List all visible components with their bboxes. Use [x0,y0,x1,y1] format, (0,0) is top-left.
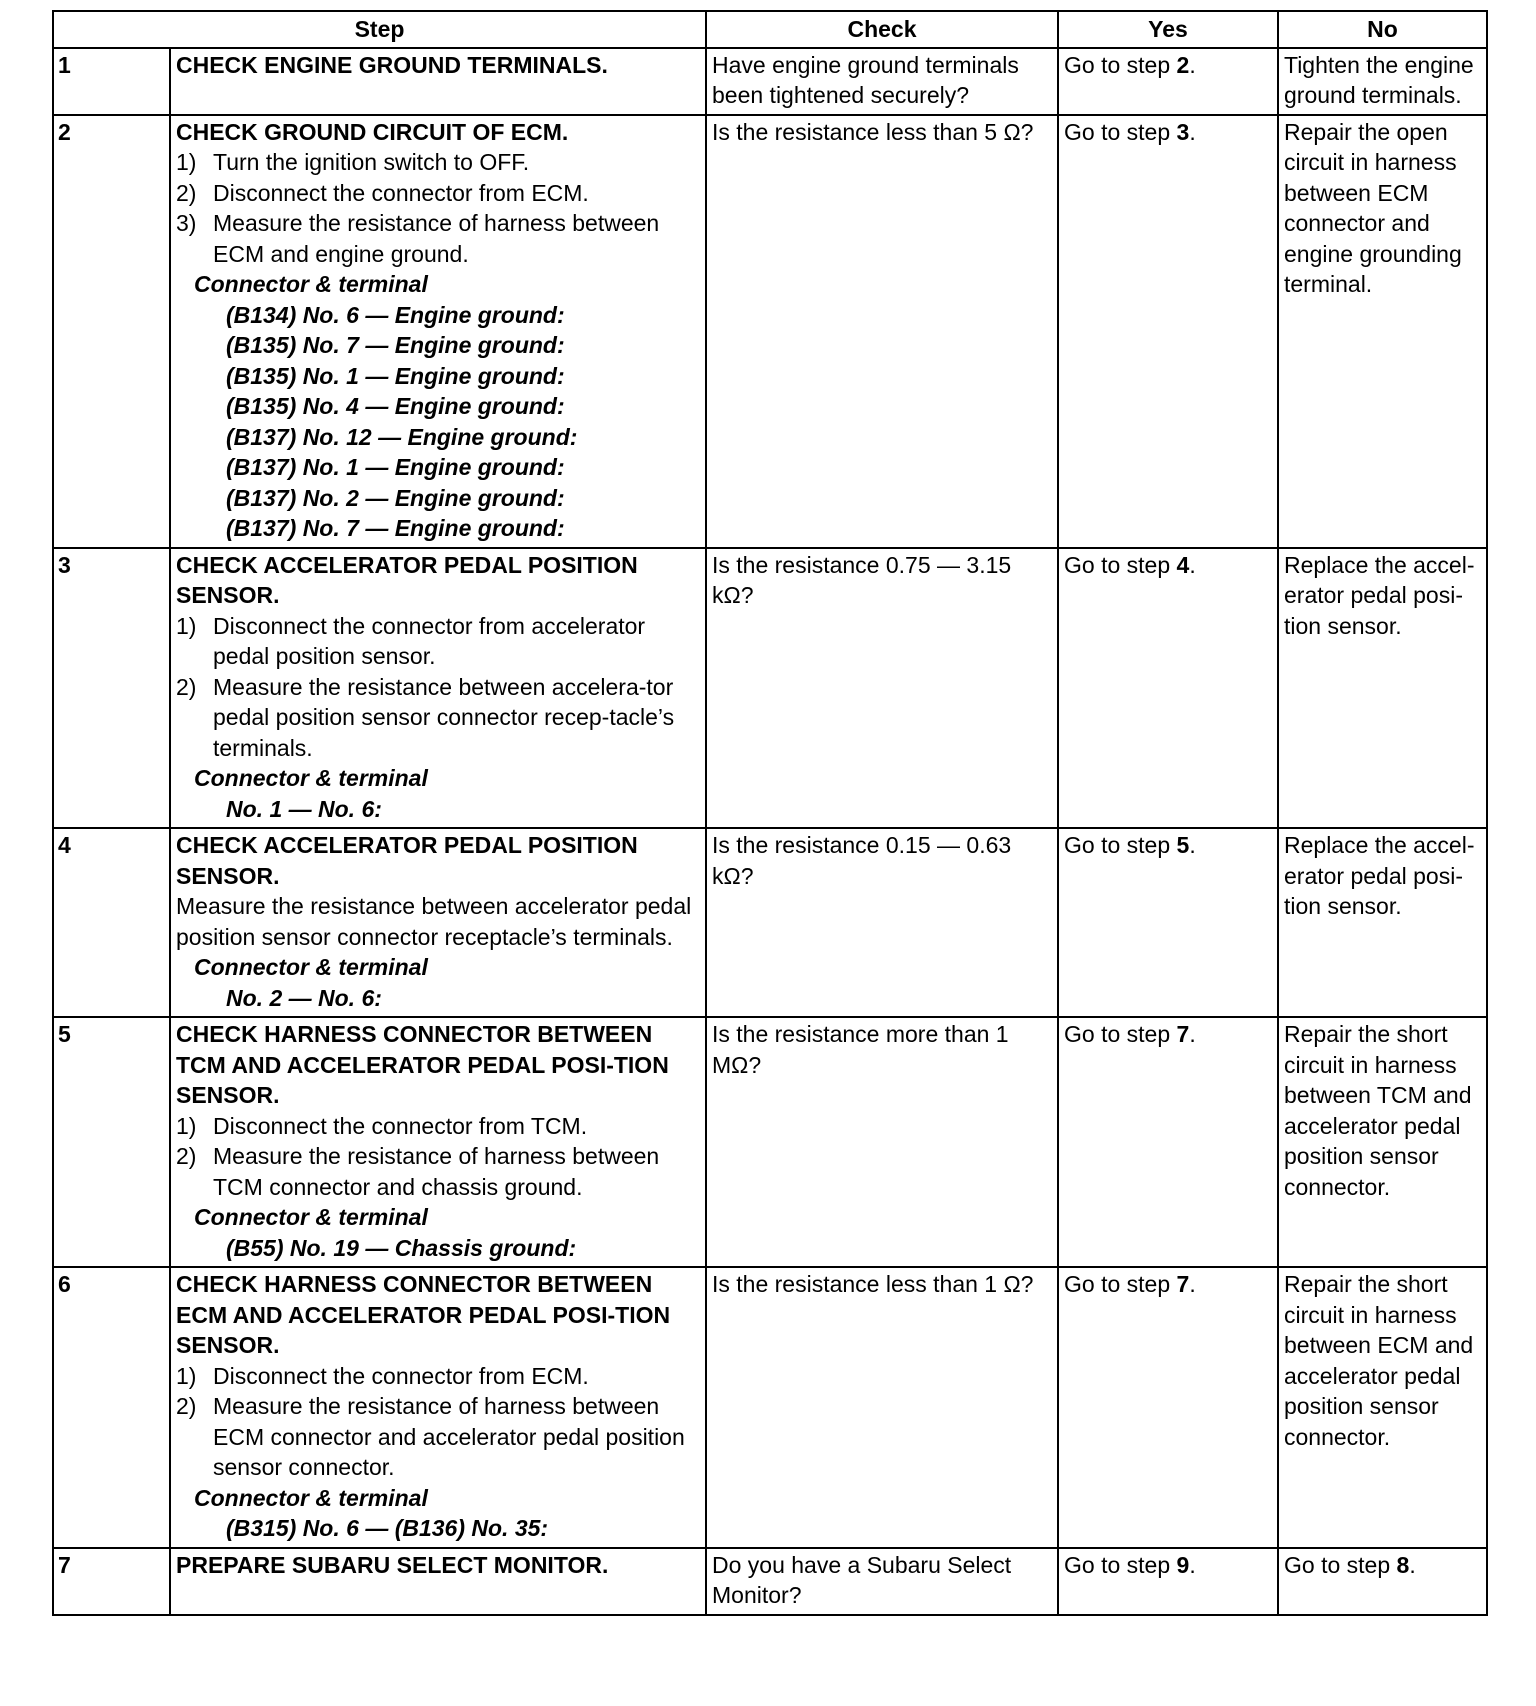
substep-text: Measure the resistance between accelera-tor pedal position sensor connector recep-tacle’s terminals. [213,673,675,761]
step-cell [170,548,706,829]
substep [176,1141,700,1202]
connector-item: (B134) No. 6 — Engine ground: [226,301,565,328]
check-cell: Is the resistance less than 5 Ω? [706,115,1058,548]
substep-list [176,1361,700,1483]
yes-cell: Go to step 5. [1058,828,1278,1017]
step-cell [170,1548,706,1615]
step-number: 2 [53,115,170,548]
no-cell [1278,48,1487,115]
yes-text: Go to step [1064,1271,1171,1297]
step-number: 6 [53,1267,170,1548]
table-row [53,48,1487,115]
table-row [53,548,1487,829]
connector-item: No. 1 — No. 6: [226,795,382,822]
substep [176,1361,700,1392]
no-cell [1278,548,1487,829]
substep-list [176,611,700,764]
header-yes: Yes [1058,11,1278,48]
step-number: 5 [53,1017,170,1267]
table-header-row [53,11,1487,48]
no-text: Repair the open circuit in harness between ECM connector and engine grounding terminal. [1284,118,1462,297]
yes-step-number: 7 [1176,1271,1190,1297]
connector-item: No. 2 — No. 6: [226,984,382,1011]
connector-terminal-label: Connector & terminal [194,1484,428,1511]
check-cell: Have engine ground terminals been tightened securely? [706,48,1058,115]
substep-list [176,147,700,269]
substep-text: Measure the resistance of harness between ECM and engine ground. [213,210,660,267]
check-cell: Is the resistance more than 1 MΩ? [706,1017,1058,1267]
connector-items [176,1513,700,1544]
step-number: 4 [53,828,170,1017]
step-number: 3 [53,548,170,829]
yes-text: Go to step [1064,1021,1171,1047]
substep [176,1391,700,1483]
substep-number: 2) [176,1143,197,1169]
step-cell [170,828,706,1017]
connector-terminal-label: Connector & terminal [194,271,428,297]
substep-number: 2) [176,1393,197,1419]
substep-text: Disconnect the connector from ECM. [213,179,589,206]
connector-item: (B137) No. 2 — Engine ground: [226,484,565,511]
yes-cell: Go to step 9. [1058,1548,1278,1615]
yes-cell: Go to step 7. [1058,1017,1278,1267]
yes-cell: Go to step 3. [1058,115,1278,548]
yes-step-number: 4 [1176,551,1190,578]
step-cell [170,1017,706,1267]
substep-number: 3) [176,210,197,236]
step-title: CHECK HARNESS CONNECTOR BETWEEN TCM AND ACCELERATOR PEDAL POSI-TION SENSOR. [176,1021,669,1108]
substep-text: Disconnect the connector from ECM. [213,1362,589,1389]
substep [176,208,700,269]
substep [176,147,700,178]
table-row [53,115,1487,548]
step-number: 7 [53,1548,170,1615]
no-text: Repair the short circuit in harness between TCM and accelerator pedal position sensor connector. [1284,1021,1472,1200]
yes-text: Go to step [1064,832,1171,858]
step-title: CHECK GROUND CIRCUIT OF ECM. [176,118,569,145]
substep-text: Turn the ignition switch to OFF. [213,149,530,175]
yes-step-number: 3 [1176,118,1190,145]
no-text: Replace the accel-erator pedal posi-tion sensor. [1284,832,1475,919]
substep-number: 1) [176,149,197,175]
check-cell: Is the resistance 0.75 — 3.15 kΩ? [706,548,1058,829]
substep-number: 1) [176,1112,197,1139]
step-title: CHECK ACCELERATOR PEDAL POSITION SENSOR. [176,551,638,608]
step-cell [170,115,706,548]
substep [176,672,700,764]
connector-item: (B135) No. 4 — Engine ground: [226,393,565,419]
connector-terminal-label: Connector & terminal [194,954,428,980]
yes-cell: Go to step 4. [1058,548,1278,829]
connector-item: (B137) No. 1 — Engine ground: [226,454,565,480]
table-row [53,828,1487,1017]
substep-text: Measure the resistance of harness between TCM connector and chassis ground. [213,1143,660,1200]
no-text: Tighten the engine ground terminals. [1284,51,1474,108]
table-row [53,1267,1487,1548]
substep-number: 2) [176,179,197,206]
connector-item: (B55) No. 19 — Chassis ground: [226,1234,577,1261]
connector-terminal-label: Connector & terminal [194,765,428,791]
header-step: Step [53,11,706,48]
connector-items [176,1233,700,1264]
step-cell [170,48,706,115]
connector-item: (B137) No. 12 — Engine ground: [226,423,578,450]
no-cell [1278,115,1487,548]
yes-text: Go to step [1064,551,1171,578]
connector-terminal-label: Connector & terminal [194,1204,428,1230]
step-title: PREPARE SUBARU SELECT MONITOR. [176,1551,609,1578]
substep [176,611,700,672]
check-cell: Is the resistance 0.15 — 0.63 kΩ? [706,828,1058,1017]
yes-cell: Go to step 2. [1058,48,1278,115]
check-cell: Is the resistance less than 1 Ω? [706,1267,1058,1548]
header-no: No [1278,11,1487,48]
header-check: Check [706,11,1058,48]
substep-text: Disconnect the connector from accelerator pedal position sensor. [213,612,646,669]
step-number: 1 [53,48,170,115]
no-cell [1278,1267,1487,1548]
connector-item: (B135) No. 7 — Engine ground: [226,332,565,358]
connector-items [176,300,700,544]
yes-cell: Go to step 7. [1058,1267,1278,1548]
table-row [53,1548,1487,1615]
yes-text: Go to step [1064,118,1171,145]
table-row [53,1017,1487,1267]
step-title: CHECK ACCELERATOR PEDAL POSITION SENSOR. [176,832,638,889]
yes-step-number: 5 [1176,832,1190,858]
connector-item: (B315) No. 6 — (B136) No. 35: [226,1515,549,1541]
step-title: CHECK ENGINE GROUND TERMINALS. [176,51,608,78]
substep [176,178,700,209]
yes-text: Go to step [1064,51,1171,78]
step-intro: Measure the resistance between accelerator pedal position sensor connector receptacle’s terminals. [176,893,692,950]
connector-item: (B135) No. 1 — Engine ground: [226,362,565,389]
yes-text: Go to step [1064,1551,1171,1578]
check-cell: Do you have a Subaru Select Monitor? [706,1548,1058,1615]
step-title: CHECK HARNESS CONNECTOR BETWEEN ECM AND ACCELERATOR PEDAL POSI-TION SENSOR. [176,1271,671,1358]
yes-step-number: 7 [1176,1021,1190,1047]
substep-text: Measure the resistance of harness between ECM connector and accelerator pedal position sensor connector. [213,1393,685,1480]
step-cell [170,1267,706,1548]
connector-item: (B137) No. 7 — Engine ground: [226,515,565,541]
substep-text: Disconnect the connector from TCM. [213,1112,588,1139]
yes-step-number: 9 [1176,1551,1190,1578]
yes-step-number: 2 [1176,51,1190,78]
connector-items [176,983,700,1014]
no-cell [1278,1017,1487,1267]
no-cell: Go to step 8. [1278,1548,1487,1615]
diagnostic-procedure [52,10,1486,1616]
no-step-number: 8 [1396,1551,1410,1578]
substep-number: 1) [176,1362,197,1389]
no-cell [1278,828,1487,1017]
substep-number: 1) [176,612,197,639]
substep [176,1111,700,1142]
no-text: Go to step [1284,1551,1391,1578]
connector-items [176,794,700,825]
substep-number: 2) [176,673,197,700]
diagnostic-table [52,10,1488,1616]
no-text: Repair the short circuit in harness between ECM and accelerator pedal position sensor connector. [1284,1271,1474,1450]
no-text: Replace the accel-erator pedal posi-tion sensor. [1284,551,1475,639]
substep-list [176,1111,700,1203]
